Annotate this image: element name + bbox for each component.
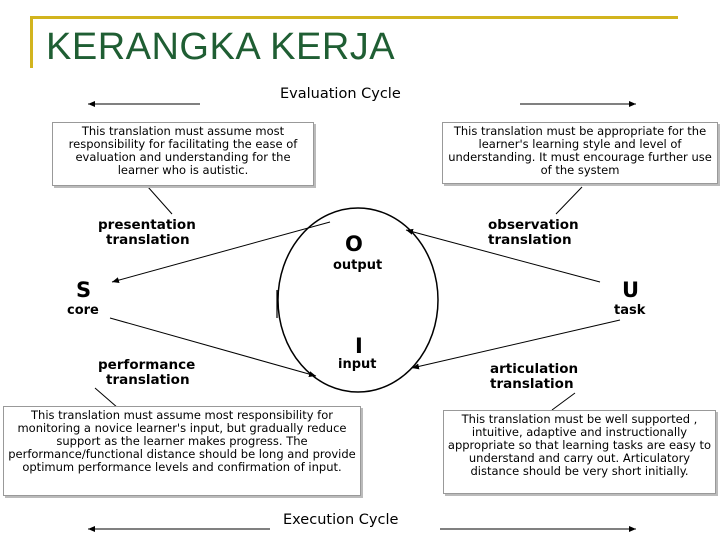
articulation-word: articulation: [490, 361, 579, 377]
performance-word: performance: [98, 357, 196, 373]
presentation-word: presentation: [98, 217, 196, 233]
observation-word: observation: [488, 217, 579, 233]
o-node-letter: O: [345, 232, 363, 256]
i-node-letter: I: [355, 334, 363, 358]
s-node-letter: S: [76, 278, 92, 302]
connector-bottom-right: [552, 393, 575, 410]
top-right-note: This translation must be appropriate for the learner's learning style and level of understanding. It must encourage further use of the system: [442, 122, 718, 184]
connector-top-left: [148, 187, 172, 214]
presentation-translation-label: [98, 218, 196, 248]
o-node-label: output: [333, 258, 383, 273]
observation-translation-label: [488, 218, 579, 248]
observation-translation-word: translation: [488, 232, 572, 248]
performance-translation-word: translation: [106, 372, 190, 388]
performance-translation-label: [98, 358, 195, 388]
presentation-translation-word: translation: [106, 232, 190, 248]
evaluation-cycle-label: Evaluation Cycle: [280, 86, 401, 102]
s-node-label: core: [67, 303, 99, 318]
articulation-translation-word: translation: [490, 376, 574, 392]
execution-cycle-label: Execution Cycle: [283, 512, 399, 528]
bottom-right-note: This translation must be well supported , intuitive, adaptive and instructionally appropriate so that learning tasks are easy to understand and carry out. Articulatory distance should be very short initially.: [443, 410, 716, 494]
i-node-label: input: [338, 357, 377, 372]
top-left-note: This translation must assume most responsibility for facilitating the ease of evaluation and understanding for the learner who is autistic.: [52, 122, 314, 186]
slide-title: KERANGKA KERJA: [46, 26, 396, 68]
u-node-label: task: [614, 303, 646, 318]
connector-top-right: [556, 187, 582, 214]
articulation-translation-label: [490, 362, 578, 392]
connector-bottom-left: [95, 388, 118, 408]
bottom-left-note: This translation must assume most responsibility for monitoring a novice learner's input, but gradually reduce support as the learner makes progress. The performance/functional distance should be long and provide optimum performance levels and confirmation of input.: [3, 406, 361, 496]
u-node-letter: U: [622, 278, 640, 302]
